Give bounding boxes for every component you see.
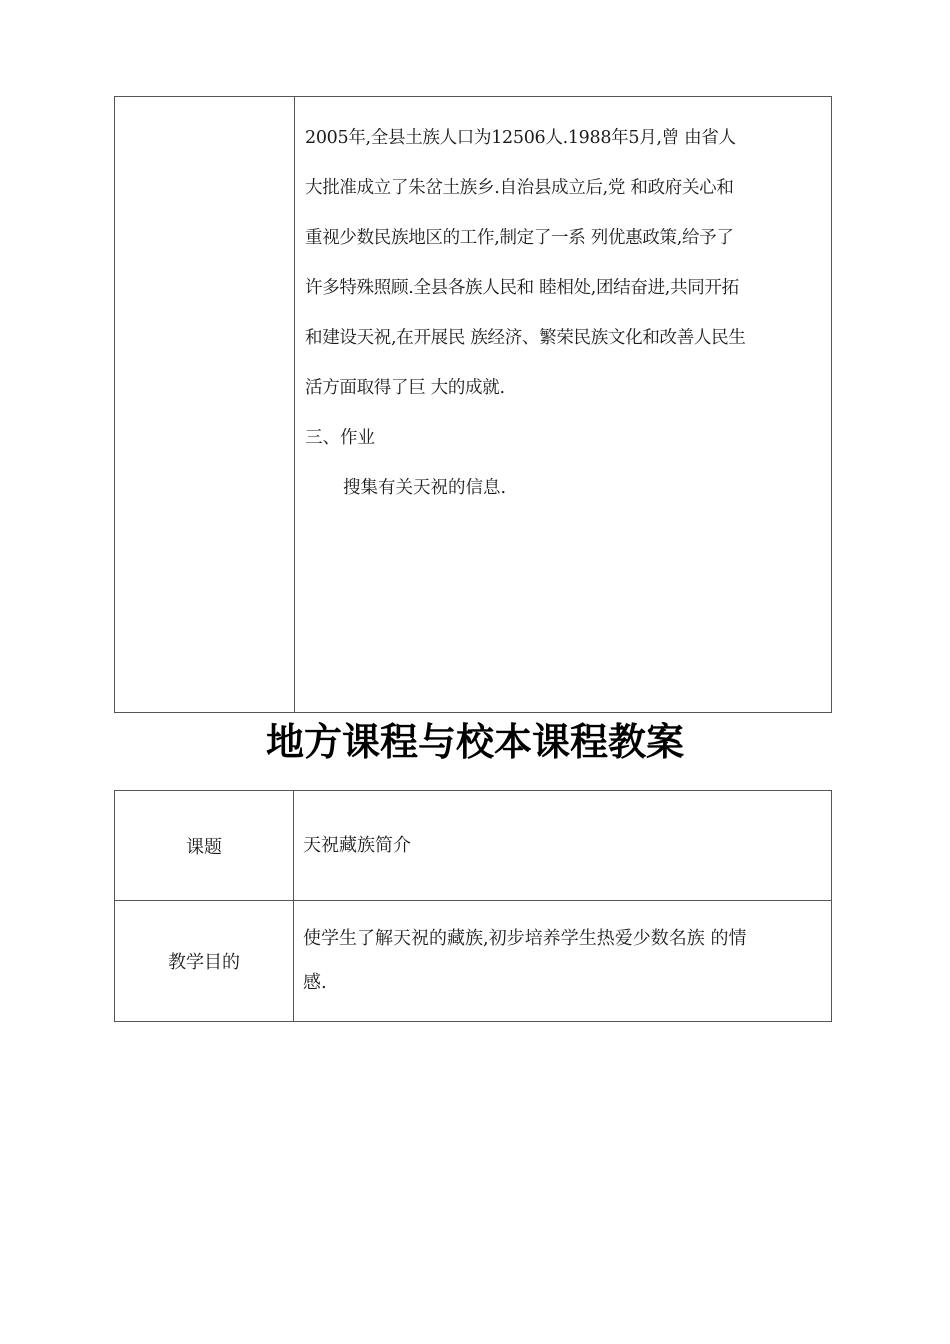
- row-value: [303, 791, 819, 900]
- paragraph-line: 2005年,全县土族人口为12506人.1988年5月,曾 由省人: [305, 128, 736, 148]
- paragraph-line: 和建设天祝,在开展民 族经济、繁荣民族文化和改善人民生: [305, 328, 746, 348]
- value-line: 使学生了解天祝的藏族,初步培养学生热爱少数名族 的情: [303, 928, 747, 949]
- value-line: 天祝藏族简介: [303, 834, 411, 856]
- paragraph-line: 大批准成立了朱岔土族乡.自治县成立后,党 和政府关心和: [305, 178, 734, 198]
- column-divider: [294, 97, 295, 712]
- paragraph-line: 许多特殊照顾.全县各族人民和 睦相处,团结奋进,共同开拓: [305, 278, 739, 298]
- section-heading: 三、作业: [305, 428, 375, 448]
- paragraph-line: 活方面取得了巨 大的成就.: [305, 378, 505, 398]
- paragraph-line: 重视少数民族地区的工作,制定了一系 列优惠政策,给予了: [305, 228, 734, 248]
- value-line: 感.: [303, 972, 327, 993]
- homework-text: 搜集有关天祝的信息.: [343, 478, 507, 498]
- upper-table: [114, 96, 832, 713]
- row-label: 教学目的: [115, 901, 294, 1021]
- row-value: [303, 901, 819, 1021]
- page-title: 地方课程与校本课程教案: [265, 720, 684, 764]
- lesson-table: [114, 790, 832, 1022]
- row-label: 课题: [115, 791, 294, 900]
- upper-table-content: [305, 113, 833, 513]
- table-row: [115, 791, 831, 900]
- table-row: [115, 900, 831, 1021]
